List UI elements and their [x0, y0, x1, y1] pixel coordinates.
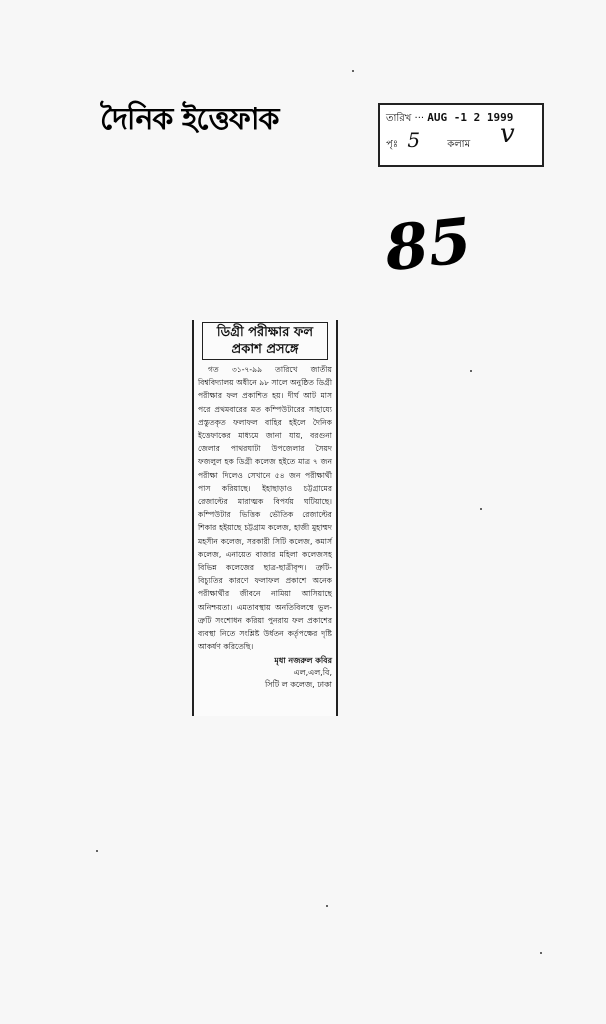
signature-degree: এল,এল,বি, — [293, 668, 332, 678]
scan-speck — [96, 850, 98, 852]
scan-speck — [540, 952, 542, 954]
article-signature — [198, 655, 332, 691]
stamp-column-label: কলাম — [447, 139, 471, 150]
stamp-date: AUG -1 2 1999 — [427, 111, 514, 124]
scan-speck — [480, 508, 482, 510]
stamp-page-value: 5 — [407, 128, 421, 152]
stamp-page-row — [386, 128, 471, 152]
scan-speck — [326, 905, 328, 907]
headline-line-2: প্রকাশ প্রসঙ্গে — [231, 342, 299, 357]
newspaper-masthead: দৈনিক ইত্তেফাক — [100, 102, 279, 137]
archive-stamp — [378, 103, 544, 167]
handwritten-page-number: 85 — [381, 203, 475, 286]
signature-college: সিটি ল কলেজ, ঢাকা — [264, 680, 332, 690]
article-headline — [202, 322, 328, 360]
signature-name: মৃধা নজরুল কবির — [274, 656, 332, 666]
newspaper-clipping — [192, 320, 338, 716]
scan-speck — [352, 70, 354, 72]
stamp-date-row: তারিখ ··· AUG -1 2 1999 — [386, 111, 514, 124]
headline-line-1: ডিগ্রী পরীক্ষার ফল — [216, 325, 314, 340]
stamp-column-mark: v — [500, 119, 515, 149]
scan-speck — [470, 370, 472, 372]
stamp-page-label: পৃঃ — [386, 139, 399, 150]
stamp-date-label: তারিখ — [386, 113, 412, 124]
article-body: গত ৩১-৭-৯৯ তারিখে জাতীয় বিশ্ববিদ্যালয় অধীনে ৯৮ সালে অনুষ্ঠিত ডিগ্রী পরীক্ষার ফল প্রকাশিত হয়। দীর্ঘ আট মাস পরে প্রথমবারের মত কম্পিউটারের সাহায্যে প্রস্তুতকৃত ফলাফল বাহির হইলে দৈনিক ইত্তেফাকের মাধ্যমে জানা যায়, বরগুনা জেলার পাথরঘাটা উপজেলার সৈয়দ ফজলুল হক ডিগ্রী কলেজ হইতে মাত্র ৭ জন পরীক্ষা দিলেও সেখানে ৫৪ জন পরীক্ষার্থী পাস করিয়াছে। ইহাছাড়াও চট্টগ্রামের রেজাল্টের মারাত্মক বিপর্যয় ঘটিয়াছে। কম্পিউটার ভিত্তিক ভৌতিক রেজাল্টের শিকার হইয়াছে চট্টগ্রাম কলেজ, হাজী মুহাম্মদ মহসীন কলেজ, সরকারী সিটি কলেজ, কমার্স কলেজ, এনায়েত বাজার মহিলা কলেজসহ বিভিন্ন কলেজের ছাত্র-ছাত্রীবৃন্দ। ত্রুটি-বিচ্যুতির কারণে ফলাফল প্রকাশে অনেক পরীক্ষার্থীর জীবনে নামিয়া আসিয়াছে অনিশ্চয়তা। এমতাবস্থায় অনতিবিলম্বে ভুল-ত্রুটি সংশোধন করিয়া পুনরায় ফল প্রকাশের ব্যবস্থা নিতে সংশ্লিষ্ট উর্ধতন কর্তৃপক্ষের দৃষ্টি আকর্ষণ করিতেছি। — [198, 365, 332, 652]
